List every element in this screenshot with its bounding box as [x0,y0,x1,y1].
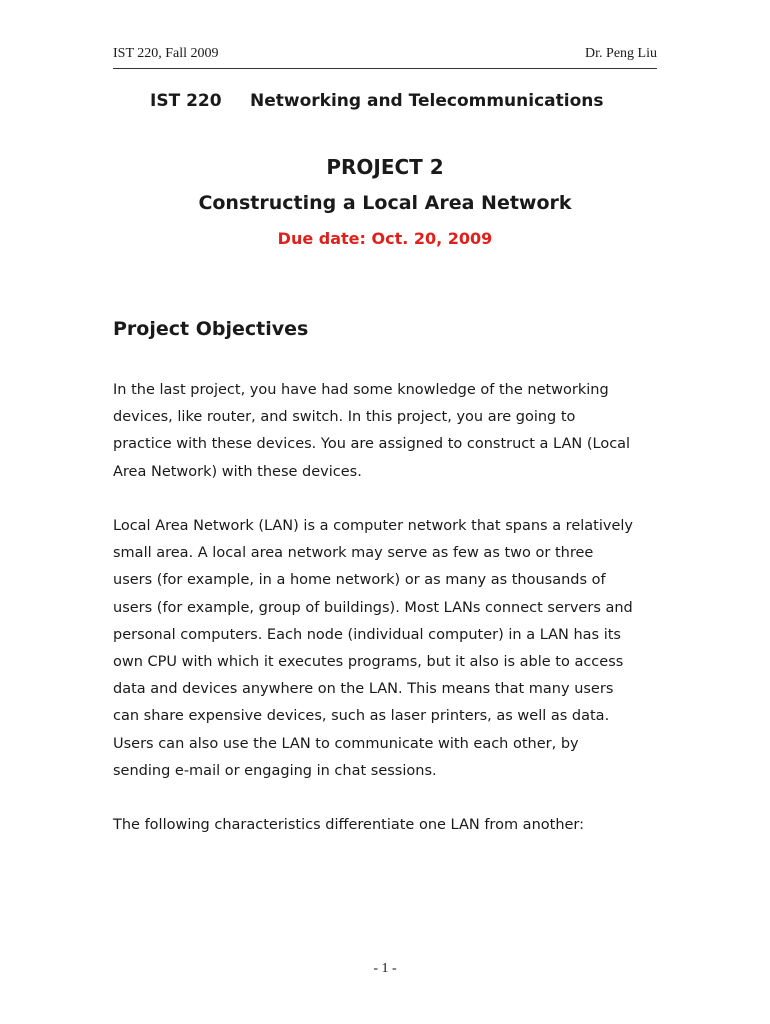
paragraph-line: own CPU with which it executes programs, but it also is able to access [113,654,624,671]
paragraph-line: In the last project, you have had some knowledge of the networking [113,382,609,398]
paragraph-line: Users can also use the LAN to communicate with each other, by [113,735,579,752]
course-name: Networking and Telecommunications [250,91,604,111]
paragraph-line: devices, like router, and switch. In this project, you are going to [113,409,576,426]
paragraph-intro [113,377,661,486]
paragraph-line: can share expensive devices, such as laser printers, as well as data. [113,708,610,725]
paragraph-line: practice with these devices. You are assigned to construct a LAN (Local [113,436,631,453]
paragraph-line: data and devices anywhere on the LAN. This means that many users [113,681,614,698]
paragraph-line: users (for example, in a home network) or as many as thousands of [113,572,606,589]
paragraph-lan-definition [113,513,661,785]
paragraph-line: The following characteristics differentiate one LAN from another: [113,817,585,833]
paragraph-line: sending e-mail or engaging in chat sessions. [113,762,437,779]
section-heading: Project Objectives [113,318,309,340]
paragraph-line: Local Area Network (LAN) is a computer network that spans a relatively [113,518,633,534]
course-title-line [150,91,603,111]
header-instructor: Dr. Peng Liu [585,46,657,61]
course-code: IST 220 [150,91,222,111]
paragraph-line: personal computers. Each node (individual computer) in a LAN has its [113,626,621,643]
running-header [113,46,657,68]
paragraph-line: users (for example, group of buildings). Most LANs connect servers and [113,599,633,616]
paragraph-line: Area Network) with these devices. [113,463,362,480]
header-course-term: IST 220, Fall 2009 [113,46,219,61]
project-title: PROJECT 2 [326,155,444,179]
paragraph-line: small area. A local area network may serve as few as two or three [113,545,594,562]
paragraph-characteristics [113,812,661,839]
project-subtitle: Constructing a Local Area Network [198,192,572,214]
due-date: Due date: Oct. 20, 2009 [277,229,493,248]
header-divider [113,68,657,69]
page-number: - 1 - [373,961,397,976]
